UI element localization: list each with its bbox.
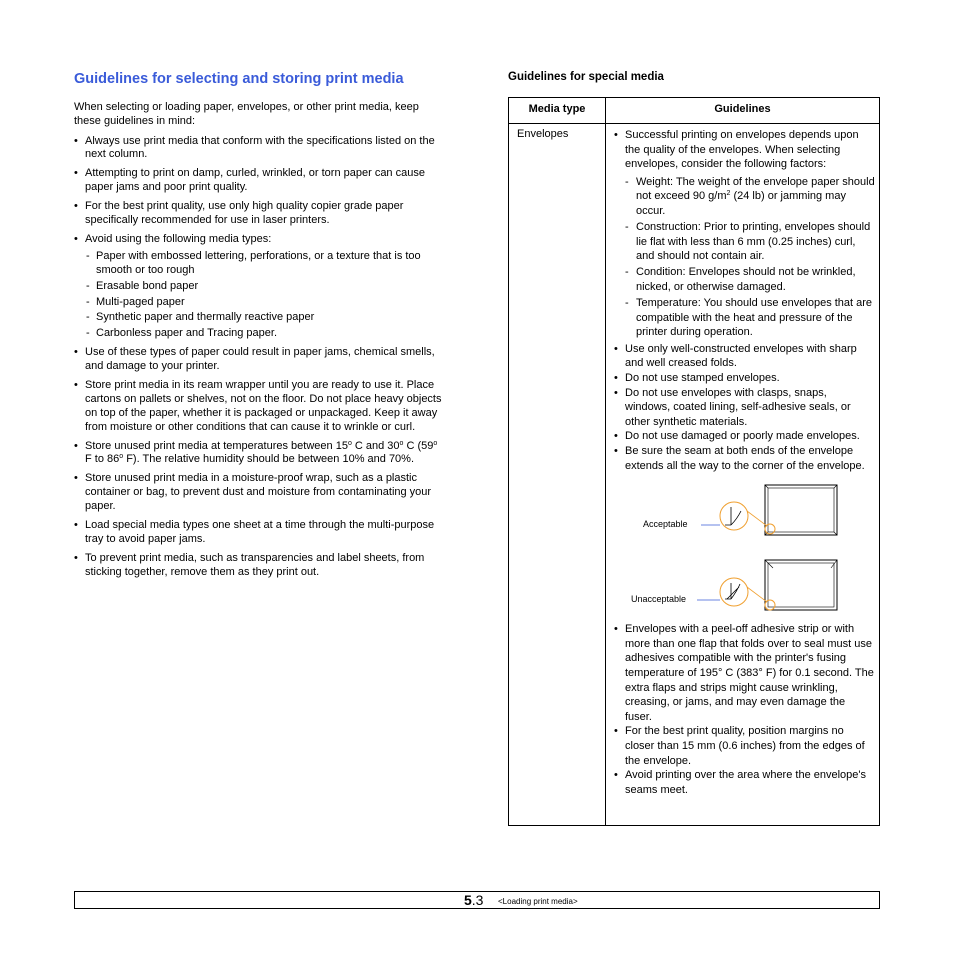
list-item: • For the best print quality, position margins no closer than 15 mm (0.6 inches) from the edges of the envelope. [613, 724, 875, 768]
degree-sup: o [433, 439, 438, 447]
acceptable-envelope-icon [701, 485, 837, 535]
text-run: C and 30 [351, 439, 400, 452]
list-item: • Do not use stamped envelopes. [613, 371, 875, 386]
envelope-guideline-list [613, 128, 875, 473]
list-item: • Be sure the seam at both ends of the envelope extends all the way to the corner of the envelope. [613, 444, 875, 473]
guidelines-cell [613, 128, 875, 797]
media-type-cell: Envelopes [517, 128, 569, 140]
list-item: • Use only well-constructed envelopes with sharp and well creased folds. [613, 342, 875, 371]
degree-sup: o [399, 439, 404, 447]
list-item: • Do not use damaged or poorly made envelopes. [613, 429, 875, 444]
page-number [464, 892, 483, 908]
column-divider [605, 98, 606, 825]
list-item-text: Successful printing on envelopes depends upon the quality of the envelopes. When selecting envelopes, consider the following factors: [625, 129, 859, 171]
envelope-factor-sublist [625, 175, 875, 340]
section-heading: Guidelines for selecting and storing print media [74, 71, 404, 87]
list-item: • To prevent print media, such as transparencies and label sheets, from sticking together, remove them as they print out. [74, 552, 446, 580]
list-item: • Always use print media that conform with the specifications listed on the next column. [74, 135, 446, 163]
list-item [74, 233, 446, 341]
list-item: • Use of these types of paper could result in paper jams, chemical smells, and damage to your printer. [74, 346, 446, 374]
column-header-guidelines: Guidelines [714, 103, 771, 115]
text-run: Weight: The weight of the envelope paper should not exceed 90 g/m [636, 175, 875, 203]
header-divider [509, 123, 879, 124]
sub-list-item: - Paper with embossed lettering, perforations, or a texture that is too smooth or too rough [85, 250, 446, 278]
left-column [74, 70, 446, 585]
envelope-guideline-list-continued [613, 622, 875, 797]
section-name: <Loading print media> [498, 897, 578, 906]
sub-list-item: - Carbonless paper and Tracing paper. [85, 327, 446, 341]
media-type-sublist [85, 250, 446, 342]
unacceptable-envelope-icon [697, 560, 837, 610]
list-item: • Envelopes with a peel-off adhesive strip or with more than one flap that folds over to seal must use adhesives compatible with the printer's fusing temperature of 195° C (383° F) for 0.1 second. The extra flaps and strips might cause wrinkling, creasing, or jams, and may even damage the fuser. [613, 622, 875, 724]
sub-list-item: - Construction: Prior to printing, envelopes should lie flat with less than 6 mm (0.25 inches) curl, and should not contain air. [625, 220, 875, 264]
list-item: • Store print media in its ream wrapper until you are ready to use it. Place cartons on pallets or shelves, not on the floor. Do not place heavy objects on top of the paper, whether it is packaged or unpackaged. Keep it away from moisture or other conditions that can cause it to wrinkle or curl. [74, 379, 446, 434]
text-run: Store unused print media at temperatures between 15 [85, 439, 348, 452]
superscript: 2 [726, 190, 731, 198]
text-run: (24 lb) or jamming may occur. [636, 190, 846, 217]
degree-sup: o [119, 453, 124, 461]
list-item-text: Avoid using the following media types: [85, 232, 272, 245]
list-item: • Avoid printing over the area where the envelope's seams meet. [613, 768, 875, 797]
list-item [74, 440, 446, 468]
special-media-table [508, 97, 880, 826]
sub-list-item [625, 175, 875, 219]
list-item [613, 128, 875, 340]
degree-sup: o [347, 439, 352, 447]
sub-list-item: - Condition: Envelopes should not be wrinkled, nicked, or otherwise damaged. [625, 265, 875, 294]
table-title: Guidelines for special media [508, 71, 664, 83]
text-run: F). The relative humidity should be between 10% and 70%. [123, 453, 415, 466]
page-footer [74, 891, 880, 909]
list-item: • Store unused print media in a moisture-proof wrap, such as a plastic container or bag, to prevent dust and moisture from contaminating your paper. [74, 472, 446, 513]
sub-list-item: - Multi-paged paper [85, 296, 446, 310]
unacceptable-label: Unacceptable [631, 594, 687, 605]
column-header-media-type: Media type [528, 103, 586, 115]
sub-list-item: - Erasable bond paper [85, 280, 446, 294]
envelope-seam-figure [613, 481, 875, 617]
sub-list-item: - Synthetic paper and thermally reactive paper [85, 311, 446, 325]
acceptable-label: Acceptable [643, 519, 688, 530]
intro-text: When selecting or loading paper, envelopes, or other print media, keep these guidelines in mind: [74, 101, 419, 127]
sub-list-item: - Temperature: You should use envelopes that are compatible with the heat and pressure of the printer during operation. [625, 296, 875, 340]
list-item: • Attempting to print on damp, curled, wrinkled, or torn paper can cause paper jams and poor print quality. [74, 167, 446, 195]
page-suffix: .3 [471, 892, 484, 908]
guideline-list [74, 135, 446, 580]
list-item: • Do not use envelopes with clasps, snaps, windows, coated lining, self-adhesive seals, or other synthetic materials. [613, 386, 875, 430]
text-run: C (59 [403, 439, 434, 452]
chapter-number: 5 [464, 892, 472, 908]
list-item: • Load special media types one sheet at a time through the multi-purpose tray to avoid paper jams. [74, 519, 446, 547]
text-run: F to 86 [85, 453, 120, 466]
list-item: • For the best print quality, use only high quality copier grade paper specifically recommended for use in laser printers. [74, 200, 446, 228]
